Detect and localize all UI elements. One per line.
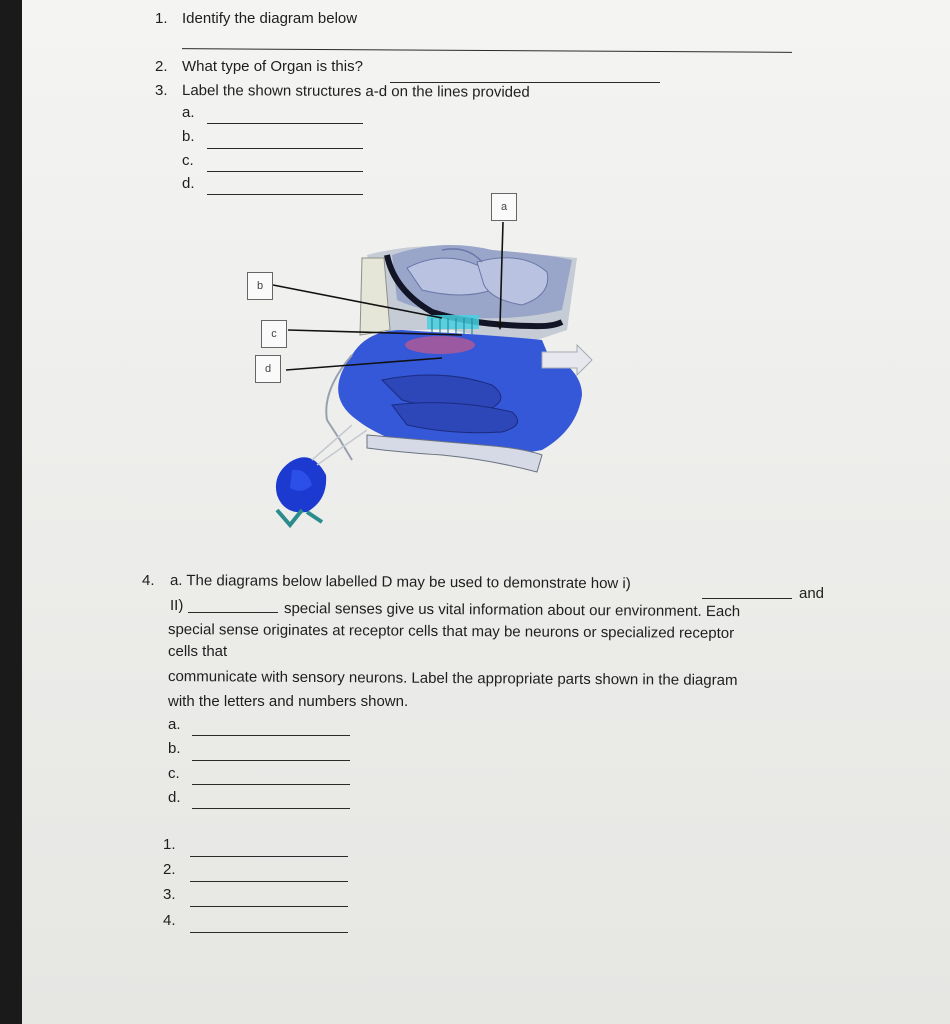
q4-line1: a. The diagrams below labelled D may be used to demonstrate how i) — [169, 572, 631, 593]
q1-text: Identify the diagram below — [182, 10, 358, 27]
diagram-label-b: b — [247, 272, 273, 300]
olfactory-diagram — [22, 0, 950, 560]
q4-letter-a: a. — [168, 716, 181, 733]
q4-blank-ii — [188, 612, 278, 613]
q2-text: What type of Organ is this? — [182, 58, 363, 75]
q3-item-b: b. — [182, 128, 195, 145]
q4-number-1: 1. — [163, 836, 176, 853]
q4-letter-d: d. — [168, 789, 181, 806]
olfactory-epithelium — [405, 336, 475, 354]
q3-item-c: c. — [182, 152, 194, 169]
q4-number: 4. — [142, 572, 155, 589]
worksheet-page — [22, 0, 950, 1024]
q3-number: 3. — [155, 82, 168, 99]
diagram-label-a: a — [491, 193, 517, 221]
q4-number-line-3 — [190, 906, 348, 907]
q2-number: 2. — [155, 58, 168, 75]
q4-number-4: 4. — [163, 912, 176, 929]
q4-number-line-4 — [190, 932, 348, 933]
diagram-label-c: c — [261, 320, 287, 348]
diagram-label-d: d — [255, 355, 281, 383]
scent-lines — [312, 425, 367, 465]
q1-number: 1. — [155, 10, 168, 27]
q4-line3: special sense originates at receptor cells that may be neurons or specialized receptor — [167, 621, 735, 642]
q4-letter-line-c — [192, 784, 350, 785]
q4-ii: II) — [170, 597, 184, 614]
q4-blank-i — [702, 598, 792, 599]
q4-number-2: 2. — [163, 861, 176, 878]
q4-letter-b: b. — [168, 740, 181, 757]
q3-text: Label the shown structures a-d on the lines provided — [181, 82, 530, 101]
q4-letter-line-a — [192, 735, 350, 736]
q4-letter-c: c. — [168, 765, 180, 782]
q3-item-d: d. — [182, 175, 195, 192]
q4-number-line-1 — [190, 856, 348, 857]
q4-line4: cells that — [168, 643, 228, 660]
q4-line5: communicate with sensory neurons. Label the appropriate parts shown in the diagram — [167, 668, 738, 689]
q4-and: and — [799, 585, 825, 602]
q3-item-a: a. — [182, 104, 195, 121]
q4-line2: special senses give us vital information about our environment. Each — [283, 600, 741, 621]
q4-line6: with the letters and numbers shown. — [168, 693, 409, 710]
rose-leaves — [277, 510, 322, 525]
q4-letter-line-b — [192, 760, 350, 761]
q4-number-line-2 — [190, 881, 348, 882]
q4-letter-line-d — [192, 808, 350, 809]
q4-number-3: 3. — [163, 886, 176, 903]
